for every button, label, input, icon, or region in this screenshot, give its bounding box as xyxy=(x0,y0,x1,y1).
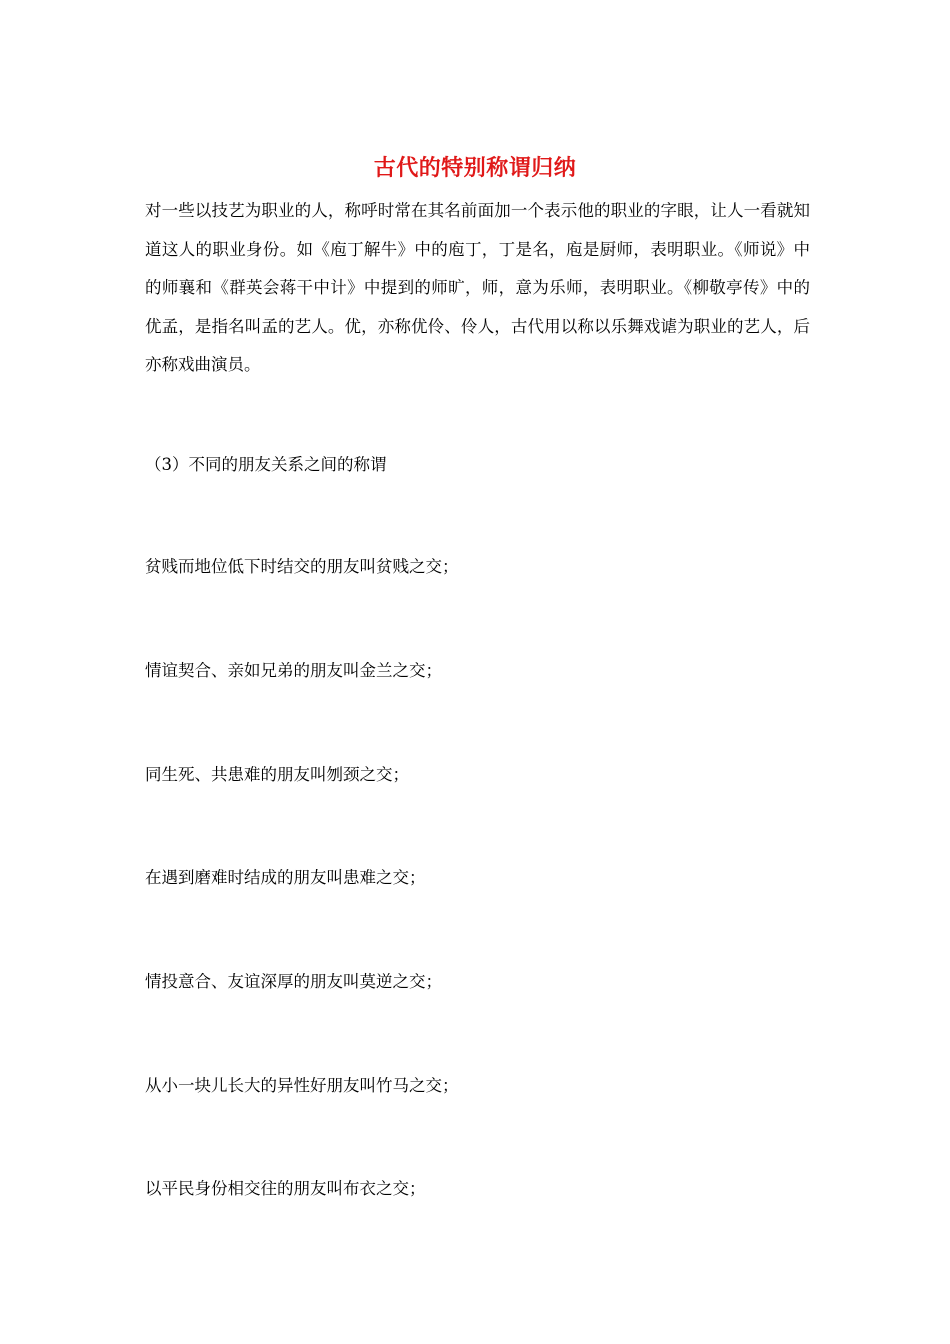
document-title: 古代的特别称谓归纳 xyxy=(373,155,577,181)
list-item: 同生死、共患难的朋友叫刎颈之交； xyxy=(145,765,409,784)
intro-paragraph: 对一些以技艺为职业的人，称呼时常在其名前面加一个表示他的职业的字眼，让人一看就知道这人的职业身份。如《庖丁解牛》中的庖丁，丁是名，庖是厨师，表明职业。《师说》中的师襄和《群英会蒋干中计》中提到的师旷，师，意为乐师，表明职业。《柳敬亭传》中的优孟，是指名叫孟的艺人。优，亦称优伶、伶人，古代用以称以乐舞戏谑为职业的艺人，后亦称戏曲演员。 xyxy=(145,201,810,374)
list-item: 情投意合、友谊深厚的朋友叫莫逆之交； xyxy=(145,972,442,991)
list-item: 在遇到磨难时结成的朋友叫患难之交； xyxy=(145,868,426,887)
list-item: 从小一块儿长大的异性好朋友叫竹马之交； xyxy=(145,1076,459,1095)
list-item: 以平民身份相交往的朋友叫布衣之交； xyxy=(145,1179,426,1198)
list-item: 贫贱而地位低下时结交的朋友叫贫贱之交； xyxy=(145,557,459,576)
section-heading: （3）不同的朋友关系之间的称谓 xyxy=(145,455,387,474)
list-item: 情谊契合、亲如兄弟的朋友叫金兰之交； xyxy=(145,661,442,680)
